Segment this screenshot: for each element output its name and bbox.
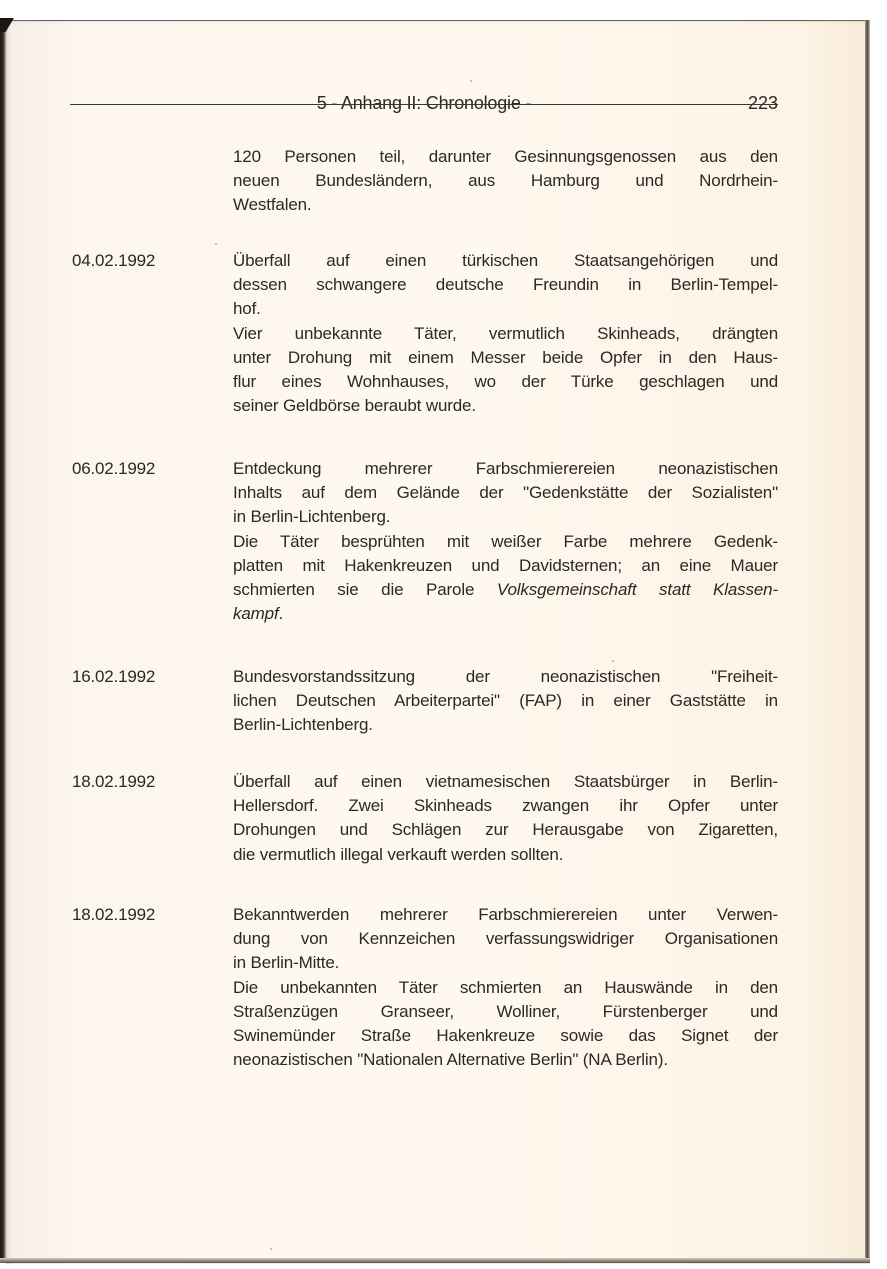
text-line: Entdeckung mehrerer Farbschmierereien neonazistischen: [233, 459, 778, 478]
text-line: [233, 602, 778, 626]
text-line: Straßenzügen Granseer, Wolliner, Fürstenberger und: [233, 1001, 778, 1021]
text-line: Bundesvorstandssitzung der neonazistischen "Freiheit-: [233, 667, 778, 686]
text-line: platten mit Hakenkreuzen und Davidsternen; an eine Mauer: [233, 555, 778, 575]
text-line: dessen schwangere deutsche Freundin in Berlin-Tempel-: [233, 275, 778, 295]
text-line: Drohungen und Schlägen zur Herausgabe von Zigaretten,: [233, 820, 778, 840]
entry-date: 04.02.1992: [72, 251, 156, 270]
text-line: Überfall auf einen türkischen Staatsangehörigen und: [233, 251, 778, 270]
entry-date: 16.02.1992: [72, 667, 156, 686]
entry-date: 18.02.1992: [72, 905, 156, 924]
text-line: 120 Personen teil, darunter Gesinnungsgenossen aus den: [233, 147, 778, 166]
text-line: Überfall auf einen vietnamesischen Staatsbürger in Berlin-: [233, 772, 778, 791]
text-line: lichen Deutschen Arbeiterpartei" (FAP) in einer Gaststätte in: [233, 691, 778, 711]
text-line: seiner Geldbörse beraubt wurde.: [233, 396, 476, 416]
text-line: Bekanntwerden mehrerer Farbschmierereien unter Verwen-: [233, 905, 778, 924]
entry-text: [233, 903, 778, 1072]
text-line: Westfalen.: [233, 195, 312, 215]
text-line: Die unbekannten Täter schmierten an Hauswände in den: [233, 977, 778, 997]
chapter-title: 5 - Anhang II: Chronologie -: [316, 93, 532, 113]
text-line: Vier unbekannte Täter, vermutlich Skinheads, drängten: [233, 323, 778, 343]
text-line: Inhalts auf dem Gelände der "Gedenkstätte der Sozialisten": [233, 483, 778, 503]
text-line: flur eines Wohnhauses, wo der Türke geschlagen und: [233, 372, 778, 392]
text-line: Berlin-Lichtenberg.: [233, 715, 373, 735]
text-line: Swinemünder Straße Hakenkreuze sowie das Signet der: [233, 1026, 778, 1046]
text-line: Die Täter besprühten mit weißer Farbe mehrere Gedenk-: [233, 531, 778, 551]
text-line: dung von Kennzeichen verfassungswidriger Organisationen: [233, 929, 778, 949]
page-number: 223: [747, 93, 778, 113]
text-line: hof.: [233, 299, 261, 319]
text-line: unter Drohung mit einem Messer beide Opfer in den Haus-: [233, 347, 778, 367]
text-line: die vermutlich illegal verkauft werden sollten.: [233, 844, 564, 864]
text-line: in Berlin-Mitte.: [233, 953, 340, 973]
slogan-quote: kampf: [233, 604, 279, 624]
entry-date: 18.02.1992: [72, 772, 156, 791]
entry-text: [233, 665, 778, 738]
entry-text: [233, 249, 778, 418]
text-line: in Berlin-Lichtenberg.: [233, 507, 391, 527]
text-fragment: .: [278, 604, 284, 624]
text-line: [233, 578, 778, 602]
slogan-quote: Volksgemeinschaft statt Klassen-: [496, 580, 778, 600]
entry-date: 06.02.1992: [72, 459, 156, 478]
entry-text: [233, 770, 778, 867]
text-line: neonazistischen "Nationalen Alternative Berlin" (NA Berlin).: [233, 1050, 668, 1070]
entry-text: [233, 457, 778, 626]
text-line: neuen Bundesländern, aus Hamburg und Nordrhein-: [233, 171, 778, 191]
continued-paragraph: [233, 145, 778, 218]
text-line: Hellersdorf. Zwei Skinheads zwangen ihr Opfer unter: [233, 796, 778, 816]
text-fragment: schmierten sie die Parole: [233, 580, 497, 600]
